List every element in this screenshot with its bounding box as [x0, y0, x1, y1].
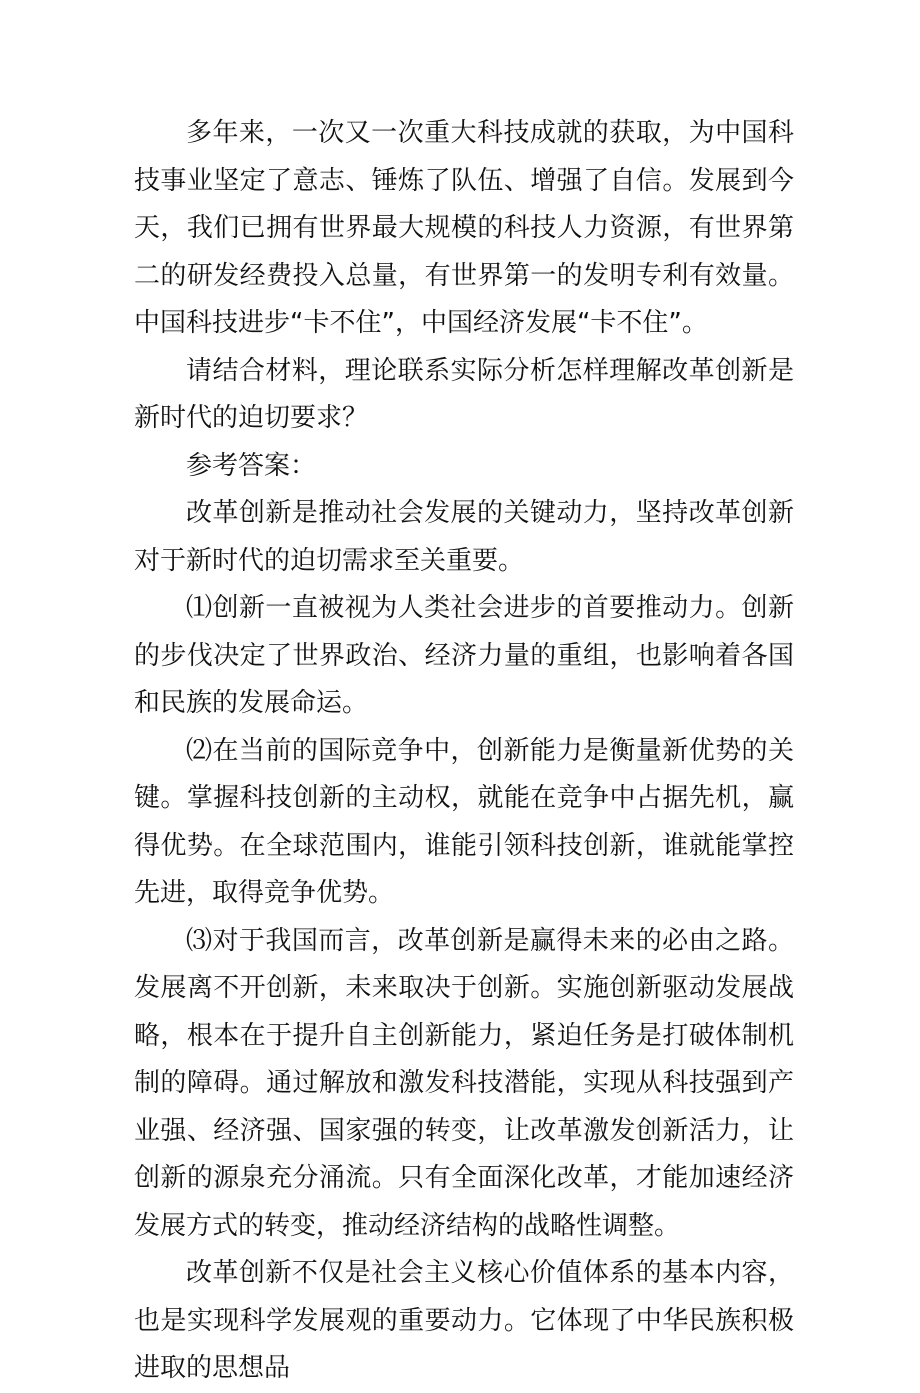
paragraph-point-2: ⑵在当前的国际竞争中，创新能力是衡量新优势的关键。掌握科技创新的主动权，就能在竞争中占据先机，赢得优势。在全球范围内，谁能引领科技创新，谁就能掌控先进，取得竞争优势。 [134, 735, 794, 908]
paragraph-material: 多年来，一次又一次重大科技成就的获取，为中国科技事业坚定了意志、锤炼了队伍、增强了自信。发展到今天，我们已拥有世界最大规模的科技人力资源，有世界第二的研发经费投入总量，有世界第一的发明专利有效量。中国科技进步“卡不住”，中国经济发展“卡不住”。 [134, 118, 794, 338]
paragraph-answer-intro: 改革创新是推动社会发展的关键动力，坚持改革创新对于新时代的迫切需求至关重要。 [134, 498, 794, 576]
paragraph-point-1: ⑴创新一直被视为人类社会进步的首要推动力。创新的步伐决定了世界政治、经济力量的重组，也影响着各国和民族的发展命运。 [134, 593, 794, 718]
paragraph-answer-heading: 参考答案： [186, 450, 317, 481]
paragraph-point-3: ⑶对于我国而言，改革创新是赢得未来的必由之路。发展离不开创新，未来取决于创新。实施创新驱动发展战略，根本在于提升自主创新能力，紧迫任务是打破体制机制的障碍。通过解放和激发科技潜能，实现从科技强到产业强、经济强、国家强的转变，让改革激发创新活力，让创新的源泉充分涌流。只有全面深化改革，才能加速经济发展方式的转变，推动经济结构的战略性调整。 [134, 925, 794, 1241]
paragraph-conclusion: 改革创新不仅是社会主义核心价值体系的基本内容，也是实现科学发展观的重要动力。它体现了中华民族积极进取的思想品 [134, 1258, 794, 1383]
paragraph-question: 请结合材料，理论联系实际分析怎样理解改革创新是新时代的迫切要求？ [134, 355, 794, 433]
document-body [134, 110, 794, 1393]
